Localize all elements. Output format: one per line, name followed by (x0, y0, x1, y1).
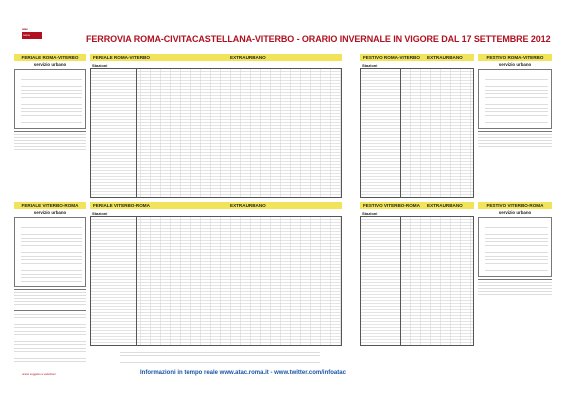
panel-note (14, 131, 86, 151)
service-list (485, 76, 548, 126)
timetable-grid (360, 63, 474, 198)
panel-header-right: EXTRAURBANO (180, 54, 342, 61)
station-column (361, 217, 401, 345)
panel-header: FESTIVO VITERBO-ROMA (478, 202, 552, 209)
timetable-grid (90, 63, 342, 198)
stations-label: Stazioni (362, 211, 378, 216)
panel-header-left: FESTIVO ROMA-VITERBO (360, 54, 424, 61)
service-box (14, 69, 86, 129)
logo-box-text: roma (22, 32, 42, 39)
panel-header-left: FERIALE VITERBO-ROMA (90, 202, 180, 209)
service-box (14, 217, 86, 287)
panel-header-right: EXTRAURBANO (424, 202, 474, 209)
panel-subtitle: servizio urbano (498, 62, 532, 67)
logo-top-text: atac (22, 27, 29, 31)
panel-note (14, 289, 86, 305)
footer-info-link[interactable]: Informazioni in tempo reale www.atac.roma.it - www.twitter.com/infoatac (140, 370, 346, 376)
service-box (478, 69, 552, 129)
panel-feriale-viterbo-roma-extraurbano (90, 202, 342, 367)
timetable-grid (360, 211, 474, 346)
station-column (361, 69, 401, 197)
panel-header-right: EXTRAURBANO (180, 202, 342, 209)
legend-notes (120, 349, 320, 364)
panel-festivo-roma-viterbo-extraurbano (360, 54, 474, 200)
panel-header: FERIALE ROMA-VITERBO (14, 54, 86, 61)
panel-feriale-viterbo-roma-urbano (14, 202, 86, 367)
panel-header: FESTIVO ROMA-VITERBO (478, 54, 552, 61)
station-column (91, 69, 137, 197)
panel-festivo-roma-viterbo-urbano (478, 54, 552, 200)
stations-label: Stazioni (92, 63, 108, 68)
timetable-grid (90, 211, 342, 346)
panel-subtitle: servizio urbano (33, 62, 67, 67)
panel-header-left: FERIALE ROMA-VITERBO (90, 54, 180, 61)
service-list (21, 224, 82, 284)
service-list (485, 224, 548, 274)
panel-header-left: FESTIVO VITERBO-ROMA (360, 202, 424, 209)
panel-festivo-viterbo-roma-extraurbano (360, 202, 474, 367)
panel-note (478, 279, 552, 295)
service-box (478, 217, 552, 277)
panel-subtitle: servizio urbano (33, 210, 67, 215)
station-column (91, 217, 137, 345)
panel-subtitle: servizio urbano (498, 210, 532, 215)
service-list (21, 76, 82, 126)
footer-disclaimer: orario soggetto a variazioni (22, 372, 56, 376)
notice-block (14, 310, 86, 362)
panel-festivo-viterbo-roma-urbano (478, 202, 552, 367)
stations-label: Stazioni (362, 63, 378, 68)
panel-feriale-roma-viterbo-extraurbano (90, 54, 342, 200)
stations-label: Stazioni (92, 211, 108, 216)
panel-feriale-roma-viterbo-urbano (14, 54, 86, 200)
page-title: FERROVIA ROMA-CIVITACASTELLANA-VITERBO - ORARIO INVERNALE IN VIGORE DAL 17 SETTEMBRE 2012 (86, 34, 551, 44)
panel-note (478, 131, 552, 149)
atac-logo (22, 28, 42, 41)
panel-header-right: EXTRAURBANO (424, 54, 474, 61)
panel-header: FERIALE VITERBO-ROMA (14, 202, 86, 209)
